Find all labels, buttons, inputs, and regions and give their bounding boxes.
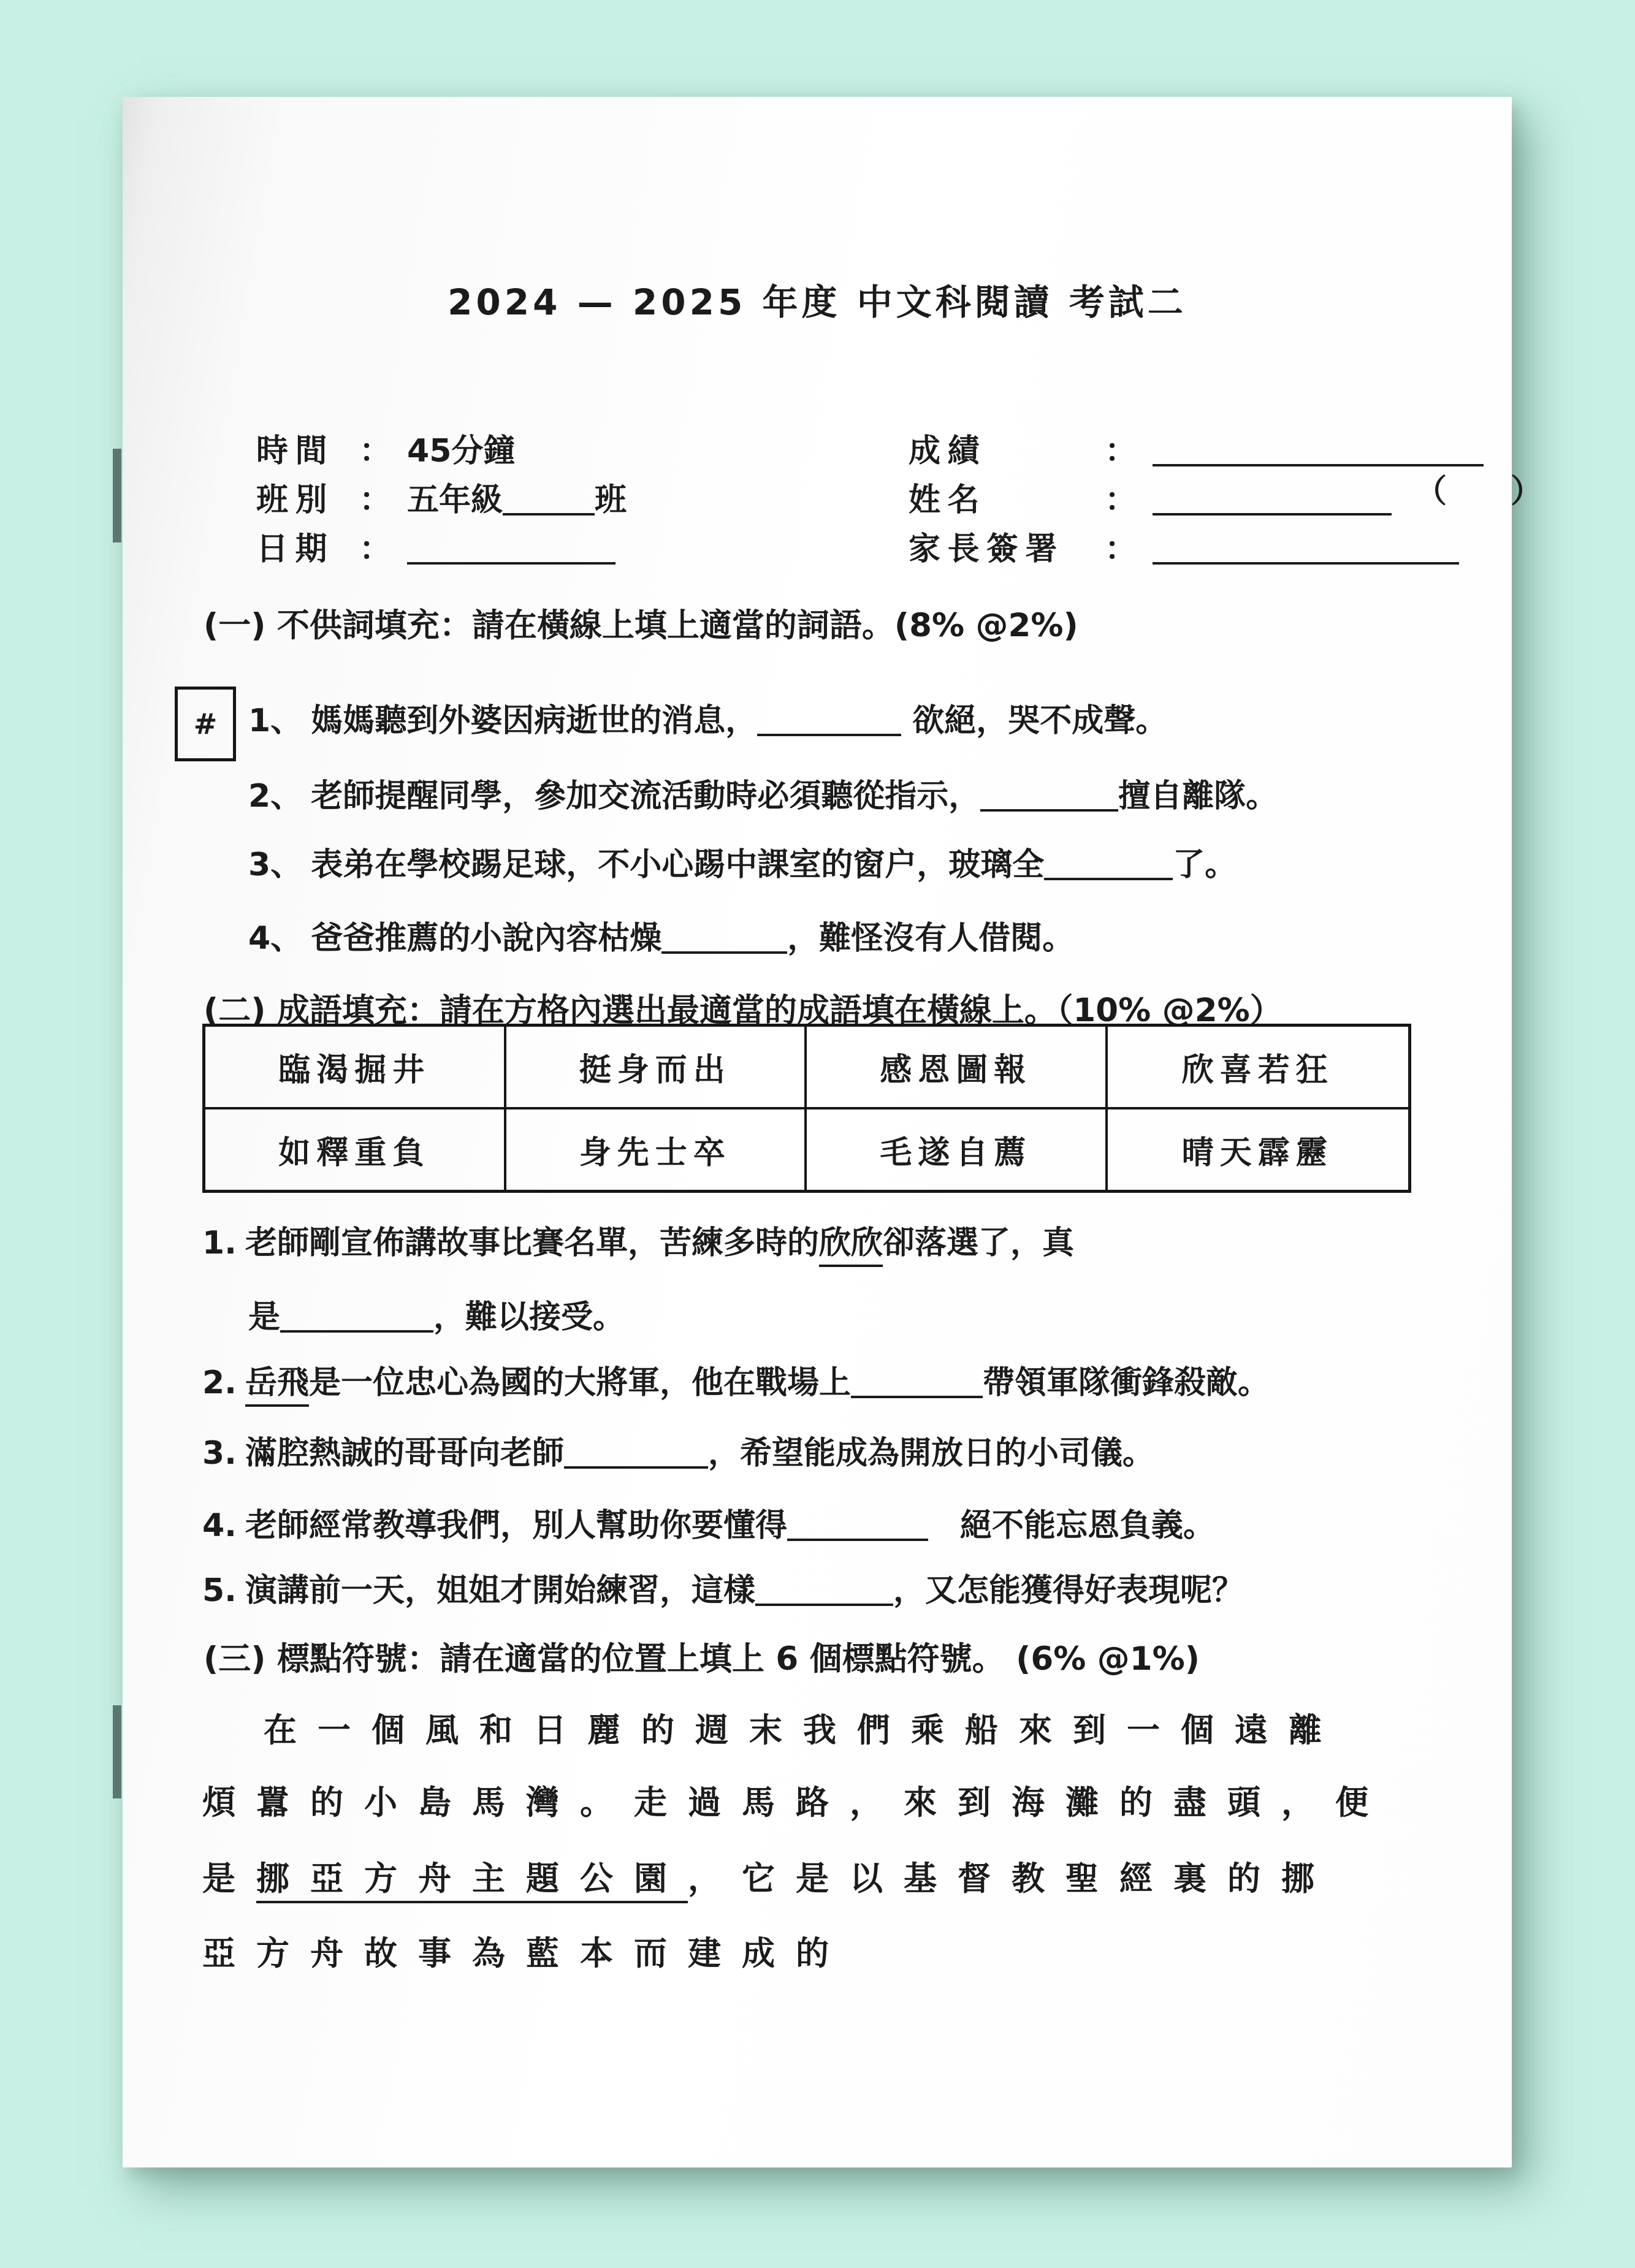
- question-number: 1.: [202, 1225, 237, 1261]
- answer-blank-line: [757, 702, 901, 736]
- punctuation-paragraph-line-2: [202, 1776, 1389, 1824]
- text-run: 45分鐘: [407, 433, 516, 470]
- text-run: 五年級: [407, 482, 503, 519]
- idiom-cell: 感恩圖報: [807, 1027, 1108, 1109]
- question-text-continuation: [248, 1299, 625, 1336]
- text-run: 媽媽聽到外婆因病逝世的消息，: [311, 702, 758, 739]
- text-run: 煩囂的小島馬灣。走過馬路，來到海灘的盡頭，便: [202, 1783, 1389, 1822]
- text-run: 欲絕，哭不成聲。: [901, 702, 1168, 739]
- punctuation-paragraph-line-4: [202, 1927, 850, 1974]
- field-name: [909, 473, 1543, 525]
- paragraph-text: [202, 1859, 1335, 1903]
- field-parent-signature: [909, 525, 1542, 574]
- text-run: ，希望能成為開放日的小司儀。: [707, 1435, 1154, 1472]
- answer-blank-line: [280, 1298, 433, 1333]
- field-date-colon: ：: [359, 531, 392, 568]
- exam-paper: [123, 97, 1543, 2167]
- underlined-term: 岳飛: [245, 1364, 309, 1407]
- header-left-column: [256, 427, 627, 574]
- question-text: [245, 1364, 1270, 1401]
- question-number: 1、: [248, 702, 303, 739]
- section-two-question-3: [202, 1427, 1154, 1473]
- exam-title: 2024 — 2025 年度 中文科閱讀 考試二: [448, 281, 1187, 323]
- idiom-choice-table: [202, 1024, 1411, 1193]
- question-text: [245, 1435, 1154, 1472]
- text-run: 是一位忠心為國的大將軍，他在戰場上: [308, 1364, 851, 1401]
- question-number: 3.: [202, 1435, 237, 1472]
- question-number: 2、: [248, 778, 303, 815]
- field-date-blank: [407, 531, 616, 568]
- underlined-term: 挪亞方舟主題公園: [256, 1859, 688, 1903]
- paragraph-text: [202, 1934, 850, 1973]
- binder-mark-top: [113, 449, 121, 542]
- section-three-heading: (三) 標點符號：請在適當的位置上填上 6 個標點符號。 (6% @1%): [204, 1640, 1200, 1678]
- text-run: 老師提醒同學，參加交流活動時必須聽從指示，: [311, 778, 981, 815]
- question-text: [311, 847, 1237, 883]
- answer-blank-line: [564, 1434, 708, 1469]
- section-two-question-1-line-1: [202, 1217, 1074, 1263]
- text-run: 演講前一天，姐姐才開始練習，這樣: [245, 1572, 755, 1609]
- idiom-cell: 毛遂自薦: [807, 1109, 1108, 1190]
- field-time-colon: ：: [359, 433, 392, 470]
- section-two-question-5: [202, 1564, 1244, 1610]
- paragraph-text: [202, 1783, 1389, 1822]
- punctuation-paragraph-line-3: [202, 1852, 1335, 1900]
- idiom-cell: 欣喜若狂: [1108, 1027, 1409, 1109]
- section-two-question-4: [202, 1499, 1215, 1545]
- text-run: ，難以接受。: [433, 1299, 625, 1336]
- text-run: 滿腔熱誠的哥哥向老師: [245, 1435, 564, 1472]
- text-run: 卻落選了，真: [882, 1225, 1074, 1261]
- text-run: 擅自離隊。: [1118, 778, 1278, 815]
- question-number: 3、: [248, 847, 303, 883]
- field-time: [256, 427, 627, 476]
- field-parent-signature-label: 家長簽署: [909, 531, 1064, 568]
- text-run: 是: [202, 1859, 256, 1898]
- field-name-label: 姓名: [909, 482, 986, 519]
- header-right-column: [909, 427, 1542, 574]
- section-two-question-1-line-2: [202, 1291, 625, 1337]
- corner-hash-box: [175, 687, 236, 761]
- answer-blank-line: [851, 1364, 983, 1398]
- idiom-cell: 如釋重負: [205, 1109, 506, 1190]
- section-one-question-1: [248, 694, 1167, 740]
- field-class-value: [407, 482, 627, 519]
- field-time-value: [407, 433, 515, 470]
- question-number: 5.: [202, 1572, 237, 1609]
- answer-blank-line: [407, 530, 616, 565]
- class-number-parentheses: （ ）: [1415, 473, 1543, 510]
- text-run: 亞方舟故事為藍本而建成的: [202, 1934, 850, 1973]
- question-text: [245, 1225, 1074, 1267]
- question-text: [311, 702, 1167, 739]
- field-date-label: 日期: [256, 531, 334, 568]
- question-number: 4、: [248, 920, 303, 957]
- text-run: 老師剛宣佈講故事比賽名單，苦練多時的: [245, 1225, 819, 1261]
- question-number: 4.: [202, 1507, 237, 1544]
- answer-blank-line: [1153, 432, 1484, 466]
- field-name-blank: [1153, 482, 1392, 519]
- field-score-label: 成績: [909, 433, 986, 470]
- field-class-label: 班別: [256, 482, 334, 519]
- answer-blank-line: [1153, 530, 1459, 565]
- answer-blank-line: [980, 777, 1118, 812]
- section-one-question-4: [248, 912, 1074, 958]
- text-run: 絕不能忘恩負義。: [928, 1507, 1215, 1544]
- answer-blank-line: [1153, 481, 1392, 516]
- text-run: 了。: [1173, 847, 1237, 883]
- question-text: [311, 920, 1074, 957]
- hash-mark: #: [193, 707, 218, 740]
- section-one-question-3: [248, 839, 1237, 885]
- question-text: [311, 778, 1278, 815]
- text-run: 表弟在學校踢足球，不小心踢中課室的窗户，玻璃全: [311, 847, 1045, 883]
- field-name-colon: ：: [1105, 482, 1137, 519]
- section-one-question-2: [248, 770, 1278, 816]
- field-score-colon: ：: [1105, 433, 1137, 470]
- text-run: ，難怪沒有人借閱。: [787, 920, 1075, 957]
- text-run: 帶領軍隊衝鋒殺敵。: [982, 1364, 1270, 1401]
- answer-blank-line: [661, 919, 787, 954]
- question-text: [245, 1507, 1215, 1544]
- idiom-cell: 晴天霹靂: [1181, 1135, 1334, 1171]
- field-time-label: 時間: [256, 433, 334, 470]
- section-one-heading: (一) 不供詞填充：請在橫線上填上適當的詞語。(8% @2%): [204, 607, 1078, 644]
- answer-blank-line: [755, 1572, 893, 1606]
- text-run: 爸爸推薦的小說內容枯燥: [311, 920, 662, 957]
- field-class-colon: ：: [359, 482, 392, 519]
- text-run: 班: [595, 482, 627, 519]
- field-parent-signature-colon: ：: [1105, 531, 1137, 568]
- idiom-cell: 臨渴掘井: [205, 1027, 506, 1109]
- field-parent-signature-blank: [1153, 531, 1459, 568]
- question-number: 2.: [202, 1364, 237, 1401]
- underlined-term: 欣欣: [819, 1225, 883, 1267]
- text-run: ，又怎能獲得好表現呢？: [893, 1572, 1244, 1609]
- section-two-question-2: [202, 1357, 1270, 1402]
- field-class: [256, 476, 627, 525]
- idiom-cell: 挺身而出: [506, 1027, 807, 1109]
- text-run: 是: [248, 1299, 281, 1336]
- field-score-blank: [1153, 433, 1484, 470]
- answer-blank-line: [1044, 846, 1173, 880]
- text-run: 老師經常教導我們，別人幫助你要懂得: [245, 1507, 787, 1544]
- question-text: [245, 1572, 1244, 1609]
- text-run: ，它是以基督教聖經裏的挪: [688, 1859, 1335, 1898]
- field-date: [256, 525, 627, 574]
- binder-mark-bottom: [113, 1705, 121, 1798]
- answer-blank-line: [787, 1507, 928, 1541]
- paragraph-text: [264, 1711, 1343, 1749]
- idiom-cell: 身先士卒: [506, 1109, 807, 1190]
- section-two-heading: (二) 成語填充：請在方格內選出最適當的成語填在橫線上。（10% @2%）: [204, 992, 1282, 1029]
- text-run: 在一個風和日麗的週末我們乘船來到一個遠離: [264, 1711, 1343, 1749]
- answer-blank-line: [503, 481, 595, 516]
- punctuation-paragraph-line-1: [202, 1704, 1343, 1751]
